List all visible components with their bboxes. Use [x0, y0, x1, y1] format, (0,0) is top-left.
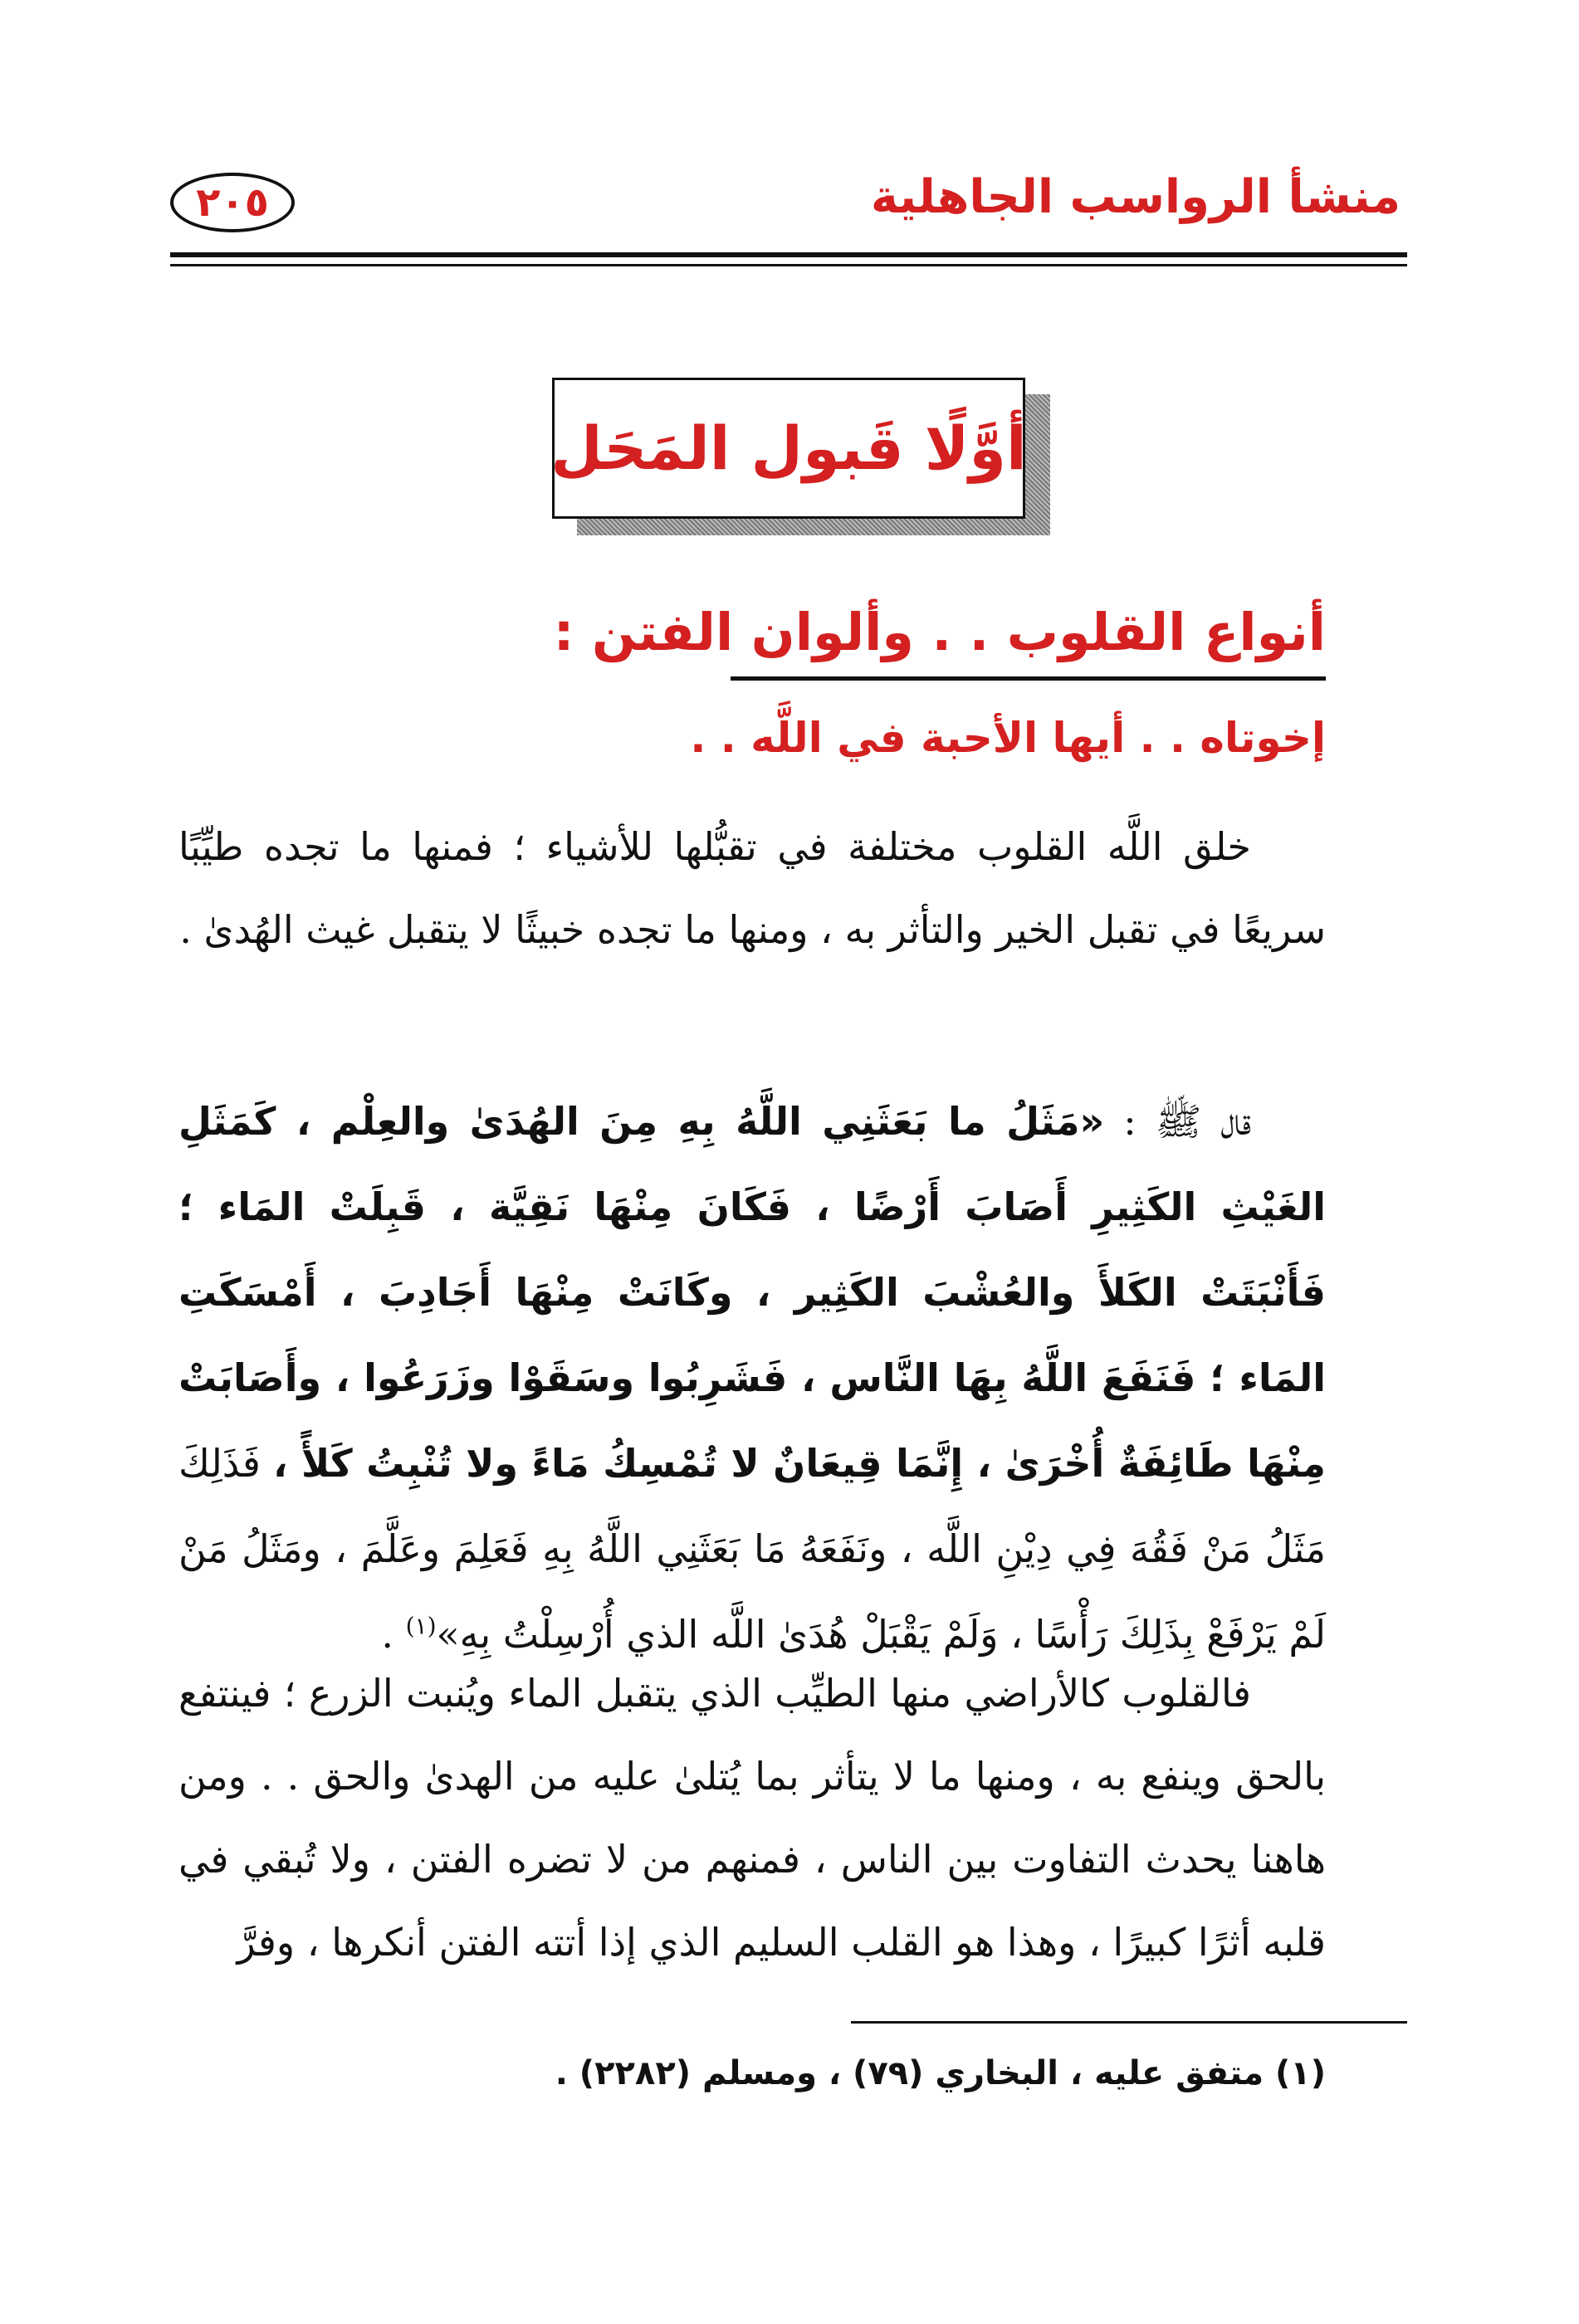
- section-heading: أنواع القلوب . . وألوان الفتن :: [553, 602, 1326, 662]
- hadith-intro: قال ﷺ :: [1123, 1099, 1251, 1144]
- header-rule-thick: [170, 252, 1407, 257]
- section-heading-underline: [731, 676, 1326, 681]
- running-title: منشأ الرواسب الجاهلية: [870, 170, 1401, 224]
- header-rule-thin: [170, 264, 1407, 266]
- paragraph-2: [178, 1079, 1326, 1677]
- hadith-quote: «مَثَلُ ما بَعَثَنِي اللَّهُ بِهِ مِنَ الهُدَىٰ والعِلْم ، كَمَثَلِ الغَيْثِ الكَثِيرِ أَصَابَ أَرْضًا ، فَكَانَ مِنْهَا نَقِيَّة ، قَبِلَتْ المَاء ؛ فَأَنْبَتَتْ الكَلأَ والعُشْبَ الكَثِير ، وكَانَتْ مِنْهَا أَجَادِبَ ، أَمْسَكَتِ المَاء ؛ فَنَفَعَ اللَّهُ بِهَا النَّاس ، فَشَرِبُوا وسَقَوْا وزَرَعُوا ، وأَصَابَتْ مِنْهَا طَائِفَةٌ أُخْرَىٰ ، إِنَّمَا قِيعَانٌ لا تُمْسِكُ مَاءً ولا تُنْبِتُ كَلأً ،: [178, 1099, 1327, 1486]
- chapter-title-box: [552, 378, 1025, 519]
- paragraph-2-end: .: [381, 1612, 406, 1657]
- chapter-title: أوَّلًا قَبول المَحَل: [550, 413, 1027, 483]
- paragraph-3: فالقلوب كالأراضي منها الطيِّب الذي يتقبل الماء ويُنبت الزرع ؛ فينتفع بالحق وينفع به ، ومنها ما لا يتأثر بما يُتلىٰ عليه من الهدىٰ والحق . . ومن هاهنا يحدث التفاوت بين الناس ، فمنهم من لا تضره الفتن ، ولا تُبقي في قلبه أثرًا كبيرًا ، وهذا هو القلب السليم الذي إذا أتته الفتن أنكرها ، وفرَّ: [178, 1671, 1326, 1965]
- paragraph-1: خلق اللَّه القلوب مختلفة في تقبُّلها للأشياء ؛ فمنها ما تجده طيِّبًا سريعًا في تقبل الخير والتأثر به ، ومنها ما تجده خبيثًا لا يتقبل غيث الهُدىٰ .: [178, 824, 1326, 952]
- page-number: [170, 173, 295, 232]
- footnote-1: (١) متفق عليه ، البخاري (٧٩) ، ومسلم (٢٢٨٢) .: [555, 2054, 1326, 2092]
- hadith-quote-continued: فَذَلِكَ مَثَلُ مَنْ فَقُهَ فِي دِيْنِ اللَّه ، ونَفَعَهُ مَا بَعَثَنِي اللَّهُ بِهِ فَعَلِمَ وعَلَّمَ ، ومَثَلُ مَنْ لَمْ يَرْفَعْ بِذَلِكَ رَأْسًا ، وَلَمْ يَقْبَلْ هُدَىٰ اللَّه الذي أُرْسِلْتُ بِهِ»: [178, 1441, 1326, 1657]
- footnote-separator: [851, 2021, 1407, 2024]
- footnote-marker: (١): [405, 1612, 437, 1640]
- sub-heading: إخوتاه . . أيها الأحبة في اللَّه . .: [690, 714, 1326, 762]
- page-number-text: ٢٠٥: [196, 179, 269, 226]
